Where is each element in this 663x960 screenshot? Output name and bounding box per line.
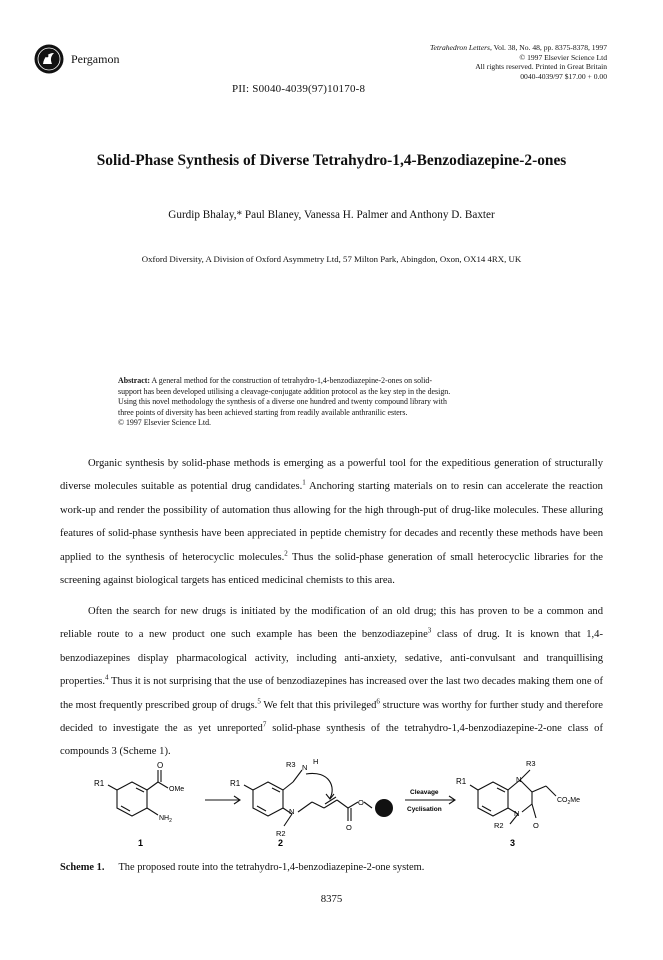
label-ome: OMe <box>169 786 185 793</box>
text-run: Anchoring starting materials on to resin can accelerate the reaction work-up and render the possibility of automation thus allowing for the high through-put of drug-like molecules. These alluring features of solid-phase synthesis have been appreciated in peptide chemistry for decades and recently these methods have been applied to the synthesis of heterocyclic molecules. <box>60 481 603 563</box>
arrow-head <box>326 794 334 799</box>
bond <box>147 808 158 815</box>
bond <box>298 802 312 812</box>
journal-citation <box>430 43 607 53</box>
label-o: O <box>533 821 539 830</box>
bond <box>364 802 372 808</box>
ref-7: 7 <box>262 720 267 729</box>
label-o: O <box>346 823 352 832</box>
journal-volume: , Vol. 38, No. 48, pp. 8375-8378, 1997 <box>489 43 607 52</box>
bond <box>520 780 532 792</box>
ref-6: 6 <box>376 697 380 706</box>
paper-title: Solid-Phase Synthesis of Diverse Tetrahydro-1,4-Benzodiazepine-2-ones <box>96 152 567 169</box>
text-run: Often the search for new drugs is initiated by the modification of an old drug; this has proven to be a common and reliable route to a new product one such example has been the benzodiazepine <box>60 606 603 641</box>
label-co2me <box>557 797 580 806</box>
label-n: N <box>289 807 295 816</box>
publisher-name: Pergamon <box>71 52 120 66</box>
bond <box>337 800 348 808</box>
abstract-line: Using this novel methodology the synthesis of a diverse one hundred and twenty compound library with <box>118 397 447 406</box>
benzene-ring-3 <box>478 782 508 816</box>
author-list: Gurdip Bhalay,* Paul Blaney, Vanessa H. Palmer and Anthony D. Baxter <box>168 209 495 221</box>
ref-3: 3 <box>427 626 432 635</box>
bond <box>158 782 168 788</box>
caption-text: The proposed route into the tetrahydro-1,4-benzodiazepine-2-one system. <box>118 862 425 873</box>
compound-number-1: 1 <box>138 838 144 848</box>
compound-number-2: 2 <box>278 838 284 848</box>
text-run: Organic synthesis by solid-phase methods is emerging as a powerful tool for the expeditious generation of structurally diverse molecules suitable as potential drug candidates. <box>60 458 603 493</box>
affiliation: Oxford Diversity, A Division of Oxford Asymmetry Ltd, 57 Milton Park, Abingdon, Oxon, OX14 4RX, UK <box>141 254 522 264</box>
journal-info <box>430 43 607 81</box>
text-run: Thus the solid-phase generation of small heterocyclic libraries for the screening against biological targets has enticed medicinal chemists to this area. <box>60 551 603 587</box>
label-r2: R2 <box>494 821 504 830</box>
abstract-label: Abstract: <box>118 376 150 385</box>
text-run: solid-phase synthesis of the tetrahydro-1,4-benzodiazepine-2-one class of compounds 3 (Scheme 1). <box>60 723 604 758</box>
text-run: Thus it is not surprising that the use of benzodiazepines has increased over the last two decades making them one of the most frequently prescribed group of drugs. <box>60 676 603 711</box>
abstract-line: three points of diversity has been achieved starting from readily available anthranilic esters. <box>118 407 408 417</box>
text-run: structure was worthy for further study and therefore decided to investigate the as yet unreported <box>60 699 603 735</box>
bond <box>136 788 144 792</box>
label-r3: R3 <box>526 759 536 768</box>
abstract <box>118 376 546 429</box>
paragraph-text <box>60 600 603 764</box>
bond <box>272 788 280 792</box>
label-o: O <box>358 798 364 807</box>
curved-arrow <box>306 773 332 798</box>
bond <box>244 785 253 790</box>
label-r3: R3 <box>286 760 296 769</box>
label-nh2 <box>159 815 172 824</box>
rights-line: All rights reserved. Printed in Great Britain <box>475 62 607 72</box>
bond <box>522 804 532 812</box>
label-h: H <box>313 758 319 766</box>
bond <box>147 782 158 790</box>
bond <box>497 788 505 792</box>
caption-label: Scheme 1. <box>60 862 105 873</box>
text-run: class of drug. It is known that 1,4-benzodiazepines display pharmacological activity, including anti-anxiety, sedative, anti-convulsant and tranquillising properties. <box>60 629 603 688</box>
benzene-ring-2 <box>253 782 283 816</box>
body-paragraph-1 <box>60 452 603 592</box>
label-n: N <box>514 809 520 818</box>
bond <box>312 802 324 808</box>
bond <box>283 782 293 790</box>
bond <box>348 802 358 808</box>
label-sub: 2 <box>169 818 172 824</box>
ref-4: 4 <box>105 673 109 682</box>
bond <box>293 770 302 782</box>
label-me: Me <box>570 797 581 804</box>
label-r1: R1 <box>456 777 467 786</box>
label-n: N <box>302 763 308 772</box>
abstract-copyright: © 1997 Elsevier Science Ltd. <box>118 418 211 427</box>
compound-number-3: 3 <box>510 838 516 848</box>
label-co: CO <box>557 797 568 804</box>
scheme-caption <box>60 862 424 873</box>
page-number: 8375 <box>320 893 343 905</box>
ref-5: 5 <box>257 697 261 706</box>
text-run: We felt that this privileged <box>260 699 377 711</box>
label-o: O <box>157 761 164 770</box>
journal-name: Tetrahedron Letters <box>430 43 490 52</box>
benzene-ring-1 <box>117 782 147 816</box>
bond <box>532 804 536 818</box>
bond <box>520 770 530 780</box>
abstract-line <box>118 376 546 387</box>
ref-2: 2 <box>284 549 288 558</box>
bond <box>108 785 117 790</box>
label-cyclisation: Cyclisation <box>407 806 442 813</box>
pii-identifier: PII: S0040-4039(97)10170-8 <box>232 83 366 95</box>
label-n: N <box>516 775 522 784</box>
label-sub: 2 <box>567 800 571 806</box>
pergamon-logo <box>34 44 64 74</box>
bond <box>546 786 556 796</box>
resin-bead <box>375 799 393 817</box>
body-paragraph-2 <box>60 600 603 764</box>
abstract-text: A general method for the construction of tetrahydro-1,4-benzodiazepine-2-ones on solid- <box>150 376 433 385</box>
price-line: 0040-4039/97 $17.00 + 0.00 <box>520 71 607 81</box>
copyright-line: © 1997 Elsevier Science Ltd <box>519 52 607 62</box>
label-r1: R1 <box>230 779 241 788</box>
label-cleavage: Cleavage <box>410 789 439 796</box>
bond <box>470 785 478 790</box>
paragraph-text <box>60 452 603 592</box>
label-r1: R1 <box>94 779 105 788</box>
ref-1: 1 <box>302 478 306 487</box>
label-nh: NH <box>159 815 170 822</box>
bond <box>532 786 546 792</box>
abstract-line: support has been developed utilising a cleavage-conjugate addition protocol as the key step in the design. <box>118 386 451 396</box>
scheme-diagram <box>80 758 600 848</box>
label-r2: R2 <box>276 829 286 838</box>
